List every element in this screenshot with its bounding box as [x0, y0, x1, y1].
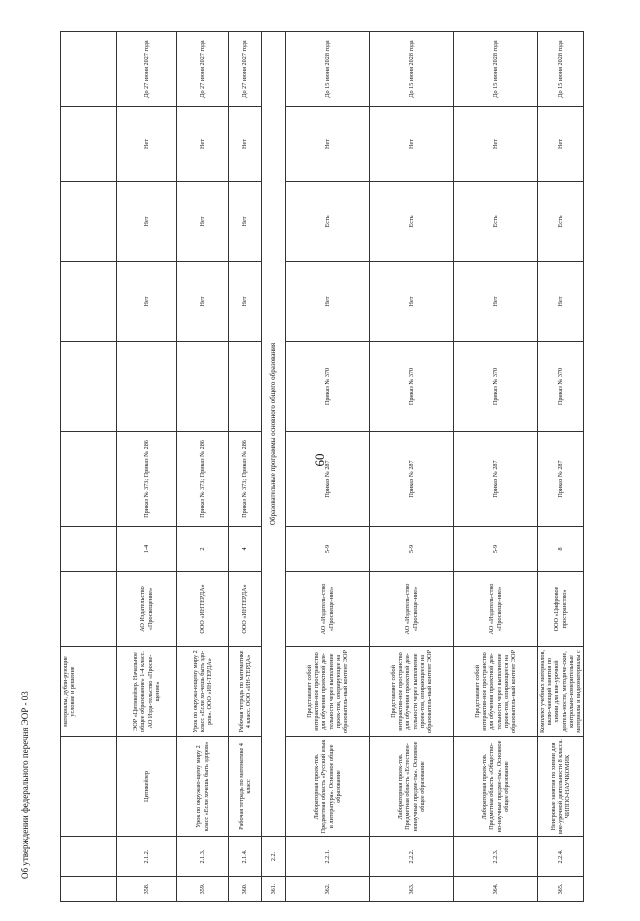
cell-deadline: До 15 июня 2028 года — [370, 32, 454, 107]
cell-name: Лабораторная проек-тов. Предметная область «Русский язык и литература». Основное общее образование — [286, 737, 370, 837]
cell-name: Лабораторная проек-тов. Предметная область «Естествен-нонаучные предме-ты». Основное общее образование — [370, 737, 454, 837]
table-row — [538, 32, 584, 902]
cell-c11: Нет — [538, 107, 584, 182]
cell-c10: Есть — [286, 182, 370, 262]
cell-classes — [61, 527, 117, 572]
cell-order1: Приказ № 287 — [538, 432, 584, 527]
cell-code: 2.2.1. — [286, 837, 370, 877]
cell-order1: Приказ № 287 — [286, 432, 370, 527]
cell-deadline: До 15 июня 2028 года — [538, 32, 584, 107]
cell-classes: 5-9 — [286, 527, 370, 572]
table-row — [61, 32, 117, 902]
cell-c10: Нет — [229, 182, 262, 262]
table-row — [229, 32, 262, 902]
cell-deadline: До 27 июня 2027 года — [229, 32, 262, 107]
cell-order2 — [61, 342, 117, 432]
cell-classes: 8 — [538, 527, 584, 572]
table-container — [60, 32, 583, 902]
cell-publisher: АО «Издатель-ство «Просвеще-ние» — [454, 572, 538, 647]
cell-publisher: АО «Издатель-ство «Просвеще-ние» — [286, 572, 370, 647]
table-row — [454, 32, 538, 902]
cell-publisher: ООО «ИНТЕРДА» — [177, 572, 229, 647]
section-code: 2.2. — [262, 837, 286, 877]
table-row — [286, 32, 370, 902]
cell-c10 — [61, 182, 117, 262]
table-row — [117, 32, 177, 902]
cell-desc: Представляет собой интерактив-ное пространство для обучения проектной дея-тельности через выполнение проек-тов, опирающееся на образователь-ный контент ЭОР — [370, 647, 454, 737]
cell-name: Рабочая тетрадь по математике 4 класс — [229, 737, 262, 837]
cell-c11 — [61, 107, 117, 182]
cell-deadline: До 27 июня 2027 года — [177, 32, 229, 107]
cell-order1 — [61, 432, 117, 527]
eor-table — [60, 31, 584, 902]
cell-desc: материалы, дубли-рующие условие и решение — [61, 647, 117, 737]
table-row — [370, 32, 454, 902]
cell-num: 364. — [454, 877, 538, 902]
cell-name: Лабораторная проек-тов. Предметная область «Общество-но-научные предме-ты». Основное общее образование — [454, 737, 538, 837]
cell-deadline: До 15 июня 2028 года — [454, 32, 538, 107]
cell-order2: Приказ № 370 — [286, 342, 370, 432]
cell-order1: Приказ № 373; Приказ № 286 — [177, 432, 229, 527]
cell-order2: Приказ № 370 — [538, 342, 584, 432]
cell-order2: Приказ № 370 — [454, 342, 538, 432]
page-number: 60 — [312, 453, 327, 467]
cell-deadline: До 15 июня 2028 года — [286, 32, 370, 107]
cell-order2 — [229, 342, 262, 432]
footer-text: Об утверждении федерального перечня ЭОР - 03 — [20, 691, 30, 879]
cell-c10: Есть — [538, 182, 584, 262]
cell-num: 358. — [117, 877, 177, 902]
cell-order1: Приказ № 287 — [454, 432, 538, 527]
cell-c10: Есть — [454, 182, 538, 262]
cell-c9: Нет — [177, 262, 229, 342]
cell-num — [61, 877, 117, 902]
cell-classes: 1-4 — [117, 527, 177, 572]
cell-c10: Есть — [370, 182, 454, 262]
cell-order2 — [177, 342, 229, 432]
cell-publisher: ООО «Цифровое пространство» — [538, 572, 584, 647]
cell-order2: Приказ № 370 — [370, 342, 454, 432]
cell-code: 2.1.4. — [229, 837, 262, 877]
cell-num: 360. — [229, 877, 262, 902]
rotated-table — [60, 32, 583, 902]
cell-c11: Нет — [454, 107, 538, 182]
cell-deadline — [61, 32, 117, 107]
cell-classes: 4 — [229, 527, 262, 572]
cell-publisher: ООО «ИНТЕРДА» — [229, 572, 262, 647]
cell-publisher: АО Издательство «Просвещение» — [117, 572, 177, 647]
cell-desc: Урок по окружа-ющему миру 2 класс «Если хо-чешь быть здо-ров». ООО «ИН-ТЕРДА» — [177, 647, 229, 737]
cell-order1: Приказ № 287 — [370, 432, 454, 527]
cell-c9: Нет — [117, 262, 177, 342]
cell-deadline: До 27 июня 2027 года — [117, 32, 177, 107]
cell-name: Неигровые занятия по химии для вне-урочной деятельности 8 класса. ЧИППО-НАУЧКОМИК — [538, 737, 584, 837]
cell-c9: Нет — [370, 262, 454, 342]
cell-c11: Нет — [286, 107, 370, 182]
cell-c11: Нет — [117, 107, 177, 182]
cell-c11: Нет — [370, 107, 454, 182]
cell-order2 — [117, 342, 177, 432]
cell-c9: Нет — [538, 262, 584, 342]
cell-num: 359. — [177, 877, 229, 902]
cell-desc: Представляет собой интерактив-ное пространство для обучения проектной дея-тельности через выполнение проек-тов, оперирующее на образователь-ный контент ЭОР — [286, 647, 370, 737]
cell-desc: Представляет собой интерактив-ное пространство для обучения проектной дея-тельности через выполнение проек-тов, опирающееся на образователь-ный контент ЭОР — [454, 647, 538, 737]
section-num: 361. — [262, 877, 286, 902]
cell-num: 363. — [370, 877, 454, 902]
cell-c9: Нет — [454, 262, 538, 342]
cell-desc: ЭОР «Цитикейзер. Начальное общее образование» 1-4 класс. АО Изда-тельство «Просве-щение» — [117, 647, 177, 737]
cell-publisher: АО «Издатель-ство «Просвеще-ние» — [370, 572, 454, 647]
section-row — [262, 32, 286, 902]
cell-code: 2.2.2. — [370, 837, 454, 877]
cell-c10: Нет — [177, 182, 229, 262]
cell-code: 2.1.2. — [117, 837, 177, 877]
cell-code: 2.2.4. — [538, 837, 584, 877]
cell-num: 362. — [286, 877, 370, 902]
cell-c11: Нет — [177, 107, 229, 182]
cell-classes: 5-9 — [454, 527, 538, 572]
cell-c9: Нет — [229, 262, 262, 342]
cell-name: Урок по окружаю-щему миру 2 класс «Если хочешь быть здоров» — [177, 737, 229, 837]
cell-order1: Приказ № 373; Приказ № 286 — [229, 432, 262, 527]
cell-desc: Рабочая тетрадь по математике 4 класс. ООО «ИН-ТЕРДА» — [229, 647, 262, 737]
cell-classes: 2 — [177, 527, 229, 572]
cell-c9 — [61, 262, 117, 342]
cell-order1: Приказ № 373; Приказ № 286 — [117, 432, 177, 527]
cell-publisher — [61, 572, 117, 647]
cell-c11: Нет — [229, 107, 262, 182]
cell-code: 2.1.3. — [177, 837, 229, 877]
cell-c9: Нет — [286, 262, 370, 342]
cell-name — [61, 737, 117, 837]
cell-desc: Комплект учебных материалов, вклю-чающий занятия по химии для вне-урочной деятель-ности, методиче-ские, контрольно-измерительные материалы и видеоматериалы с — [538, 647, 584, 737]
cell-code: 2.2.3. — [454, 837, 538, 877]
cell-c10: Нет — [117, 182, 177, 262]
cell-classes: 5-9 — [370, 527, 454, 572]
section-title: Образовательные программы основного общего образования — [262, 32, 286, 837]
cell-num: 365. — [538, 877, 584, 902]
cell-code — [61, 837, 117, 877]
cell-name: Цитикейзер — [117, 737, 177, 837]
table-row — [177, 32, 229, 902]
